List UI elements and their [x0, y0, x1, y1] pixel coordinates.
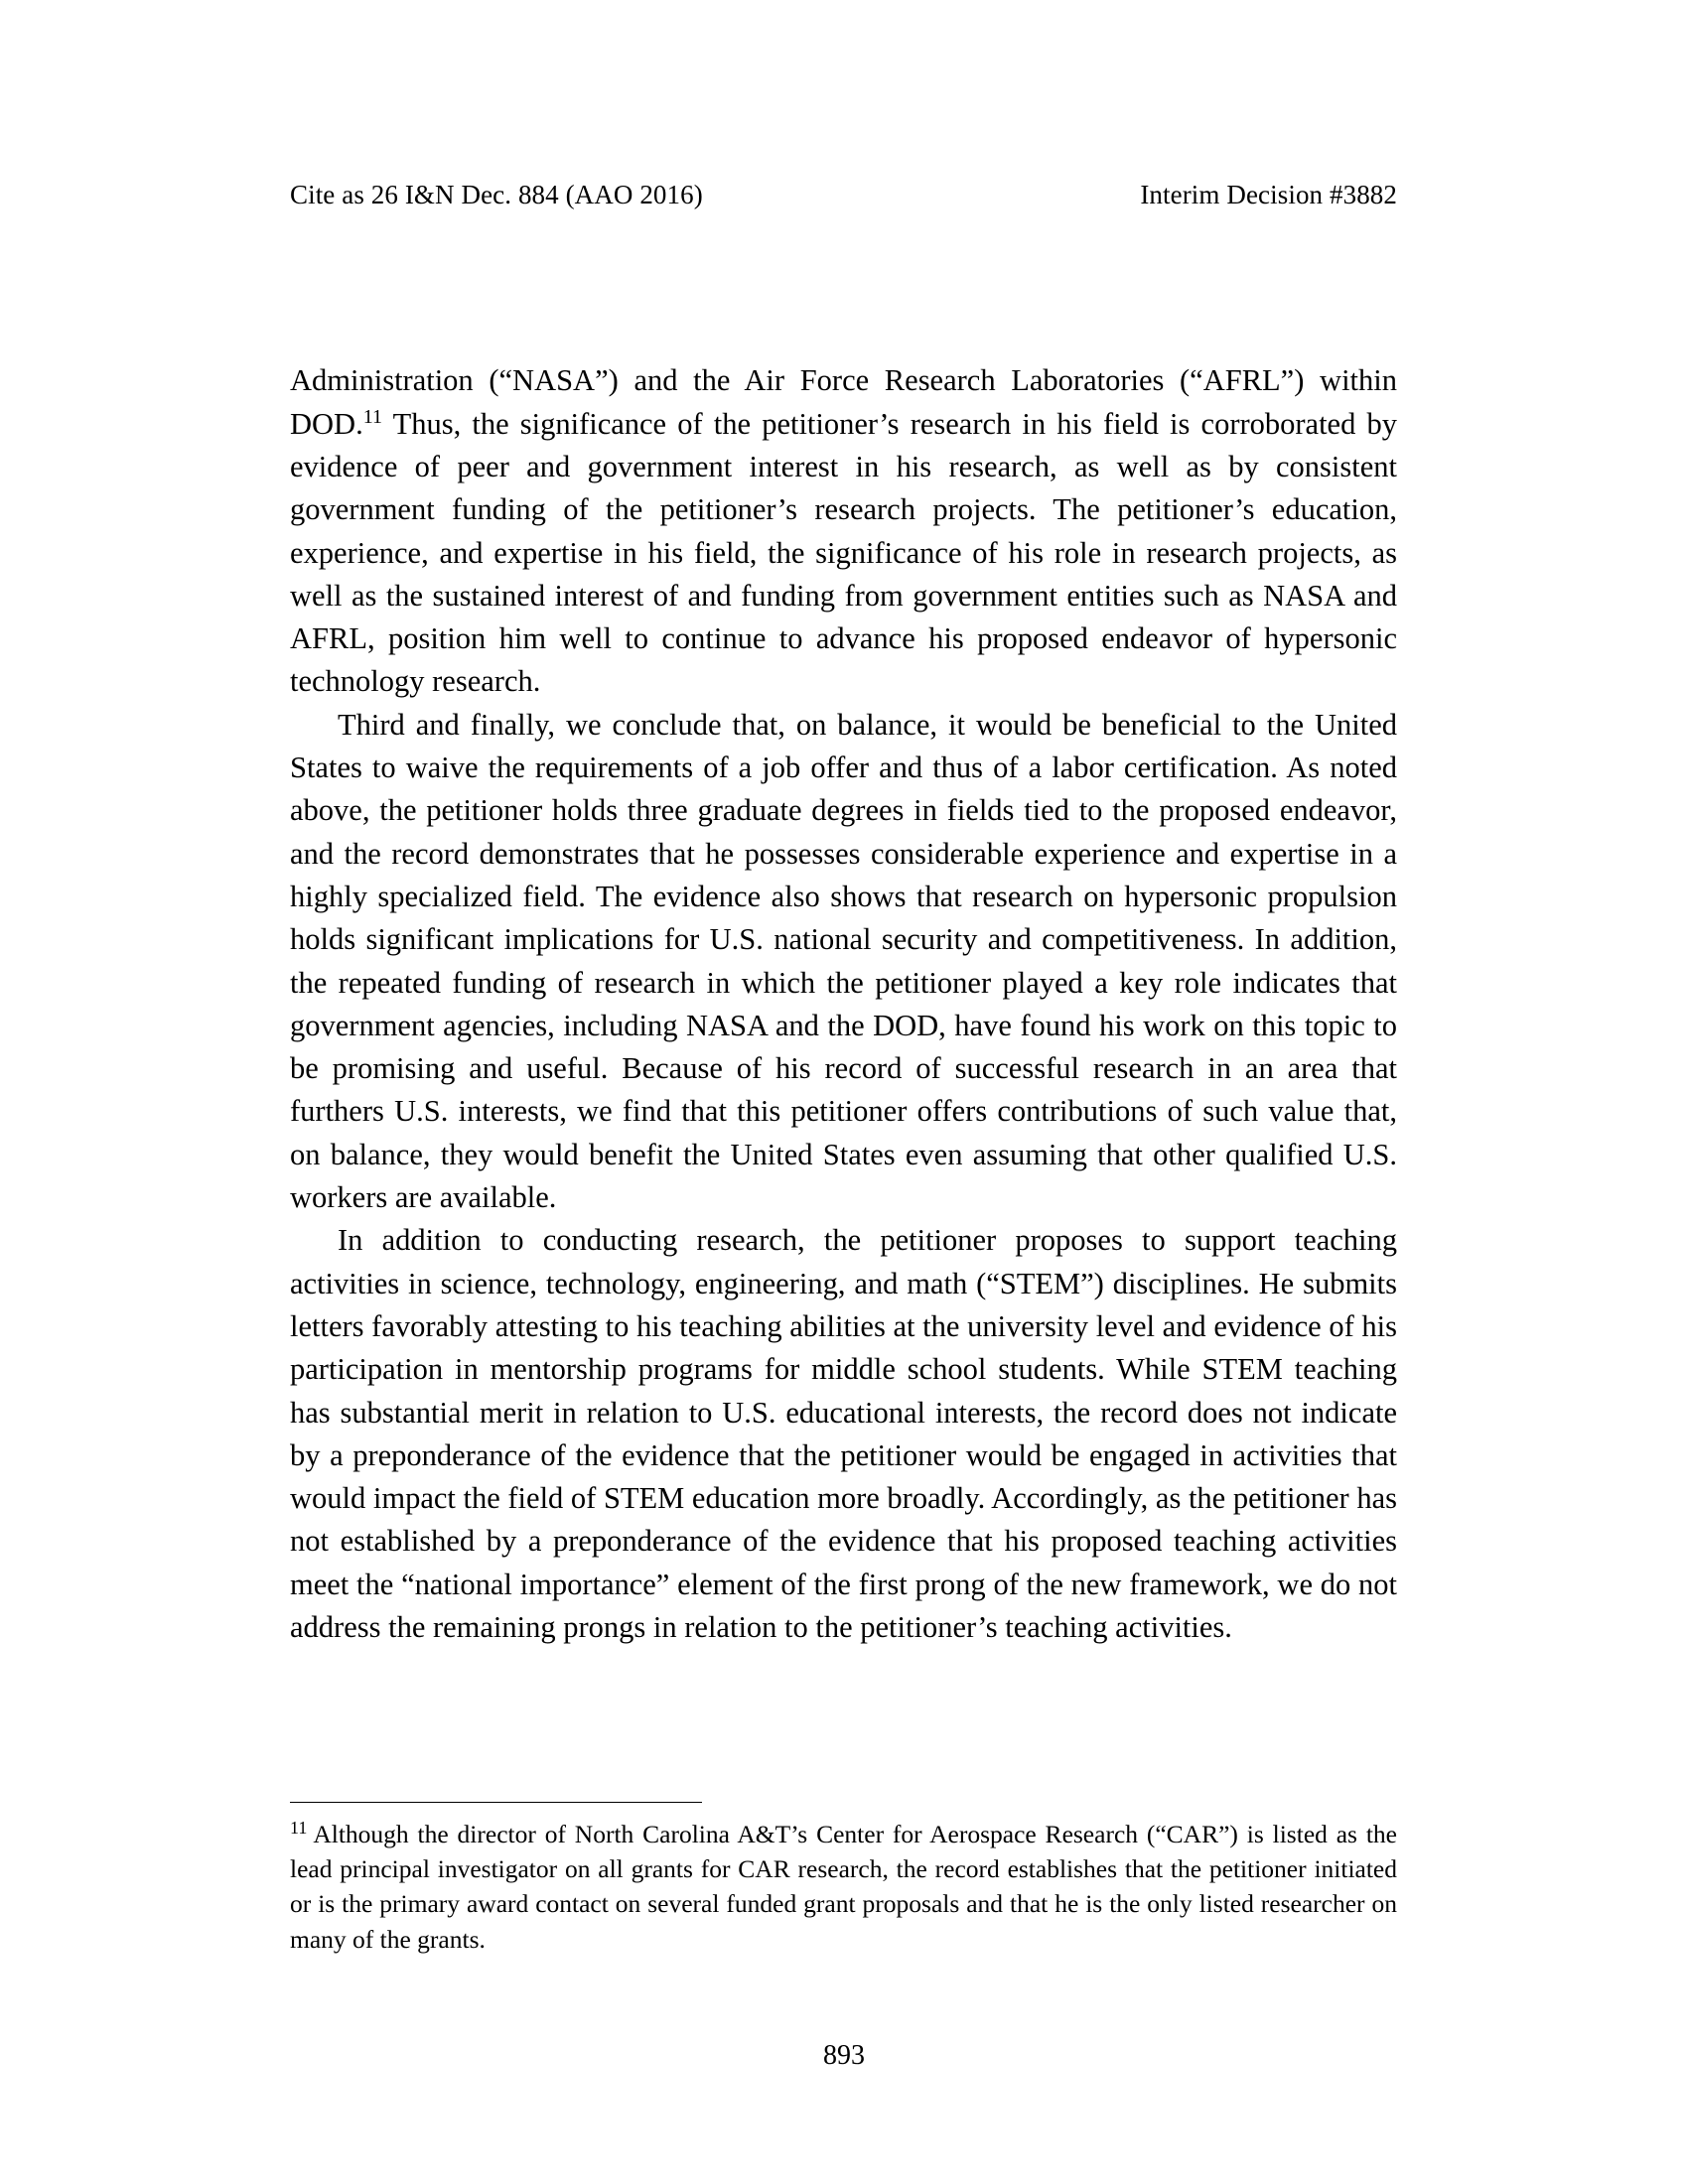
page-number: 893: [823, 2040, 865, 2071]
footnote-body: Although the director of North Carolina A&T’s Center for Aerospace Research (“CAR”) is listed as the lead principal investigator on all grants for CAR research, the record establishes that the petitioner initiated or is the primary award contact on several funded grant proposals and that he is the only listed researcher on many of the grants.: [290, 1820, 1397, 1954]
paragraph-2: Third and finally, we conclude that, on balance, it would be beneficial to the United States to waive the requirements of a job offer and thus of a labor certification. As noted above, the petitioner holds three graduate degrees in fields tied to the proposed endeavor, and the record demonstrates that he possesses considerable experience and expertise in a highly specialized field. The evidence also shows that research on hypersonic propulsion holds significant implications for U.S. national security and competitiveness. In addition, the repeated funding of research in which the petitioner played a key role indicates that government agencies, including NASA and the DOD, have found his work on this topic to be promising and useful. Because of his record of successful research in an area that furthers U.S. interests, we find that this petitioner offers contributions of such value that, on balance, they would benefit the United States even assuming that other qualified U.S. workers are available.: [290, 707, 1397, 1215]
footnote-number: 11: [290, 1817, 308, 1838]
running-header: [290, 179, 1397, 210]
paragraph-1-part-b: Thus, the significance of the petitioner’s research in his field is corroborated by evidence of peer and government interest in his research, as well as by consistent government funding of the petitioner’s research projects. The petitioner’s education, experience, and expertise in his field, the significance of his role in research projects, as well as the sustained interest of and funding from government entities such as NASA and AFRL, position him well to continue to advance his proposed endeavor of hypersonic technology research.: [290, 406, 1397, 699]
footnote-area: [290, 1802, 1397, 1957]
page-content: [290, 179, 1397, 1649]
footnote-reference-11: 11: [362, 405, 382, 428]
footnote-separator-rule: [290, 1802, 702, 1803]
decision-number-header: Interim Decision #3882: [1140, 180, 1397, 209]
paragraph-1-part-a: Administration (“NASA”) and the Air Force Research Laboratories (“AFRL”) within DOD.: [290, 363, 1397, 441]
paragraph-continuation: [290, 359, 1397, 703]
paragraph-3: In addition to conducting research, the petitioner proposes to support teaching activities in science, technology, engineering, and math (“STEM”) disciplines. He submits letters favorably attesting to his teaching abilities at the university level and evidence of his participation in mentorship programs for middle school students. While STEM teaching has substantial merit in relation to U.S. educational interests, the record does not indicate by a preponderance of the evidence that the petitioner would be engaged in activities that would impact the field of STEM education more broadly. Accordingly, as the petitioner has not established by a preponderance of the evidence that his proposed teaching activities meet the “national importance” element of the first prong of the new framework, we do not address the remaining prongs in relation to the petitioner’s teaching activities.: [290, 1223, 1397, 1644]
citation-header: Cite as 26 I&N Dec. 884 (AAO 2016): [290, 180, 703, 209]
footnote-11: [290, 1817, 1397, 1957]
body-text: [290, 359, 1397, 1649]
